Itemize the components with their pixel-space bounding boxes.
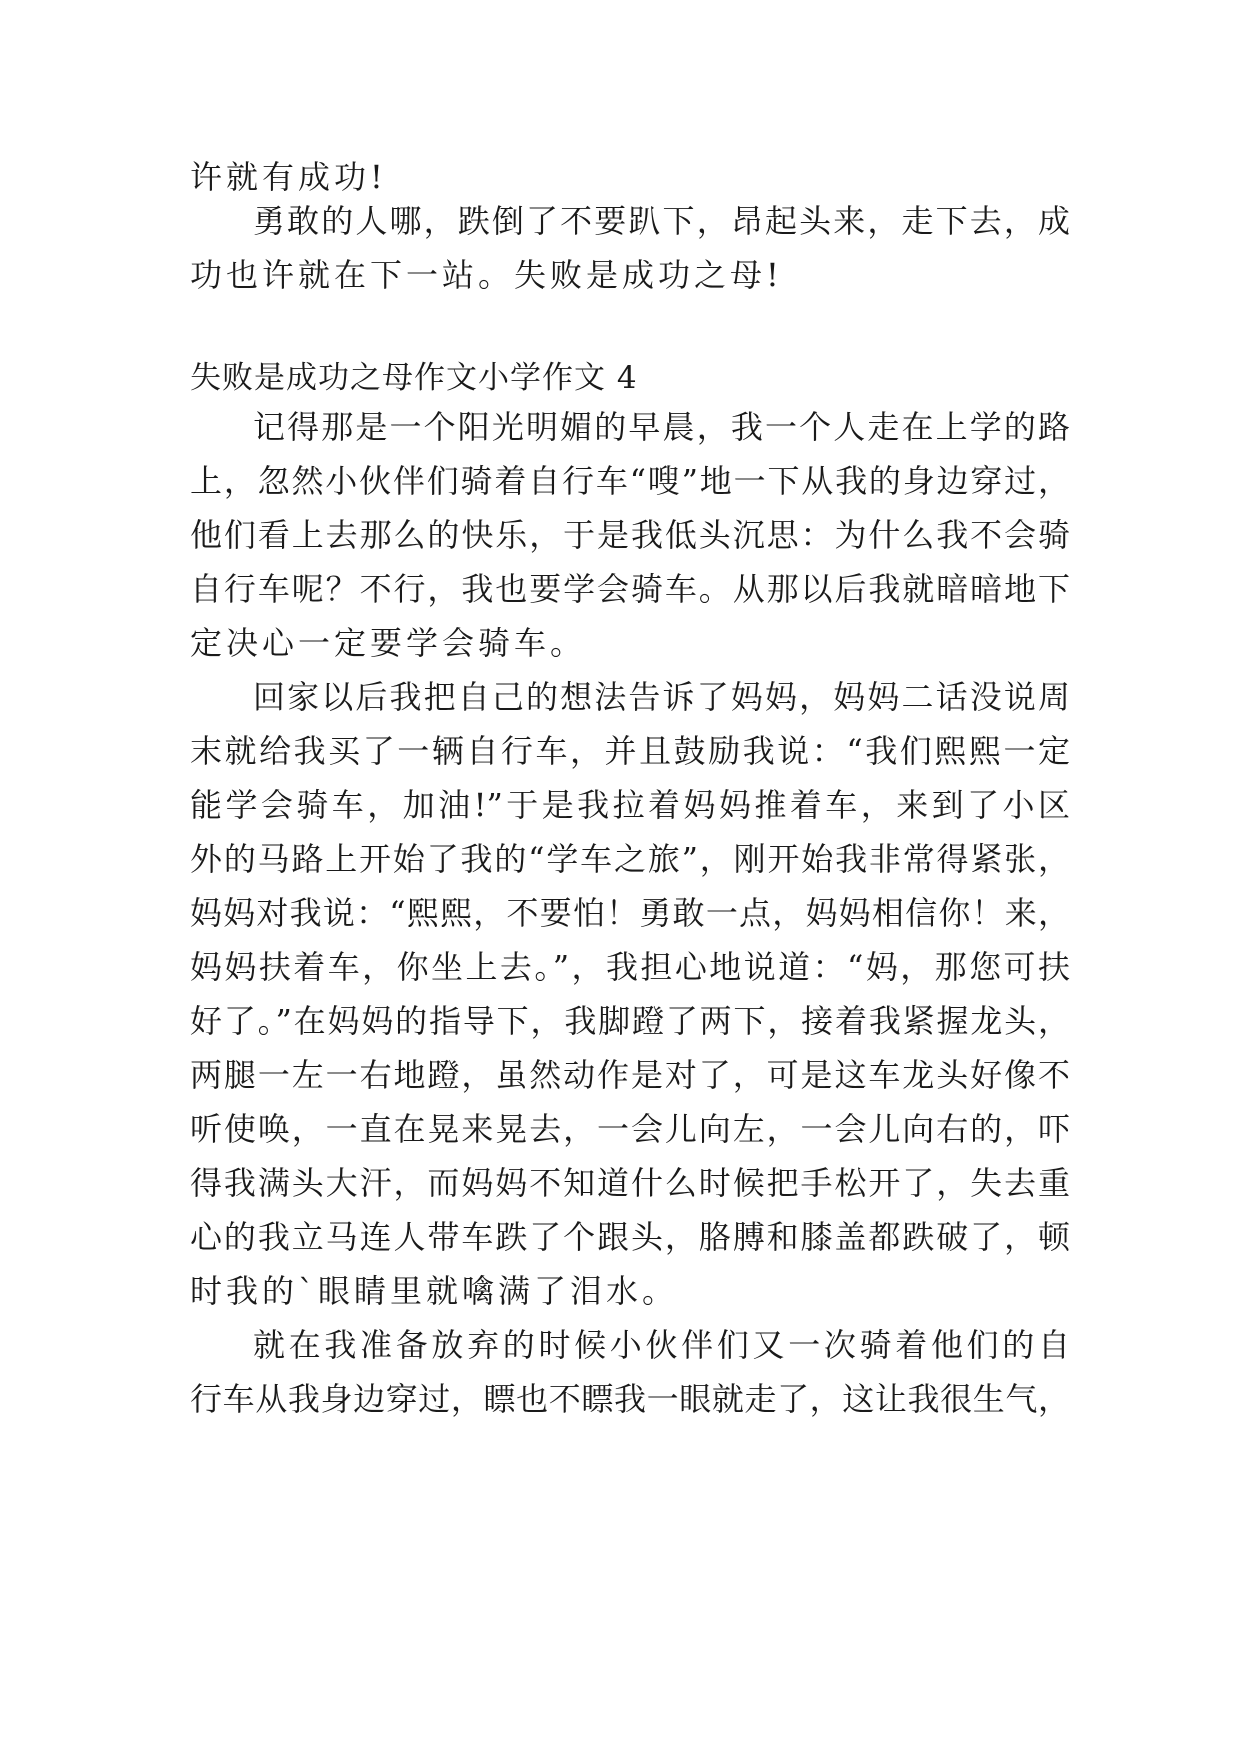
text-line: 自行车呢？不行，我也要学会骑车。从那以后我就暗暗地下 [190,570,1070,608]
text-line: 勇敢的人哪，跌倒了不要趴下，昂起头来，走下去，成 [253,202,1070,240]
text-line: 听使唤，一直在晃来晃去，一会儿向左，一会儿向右的，吓 [190,1110,1070,1148]
text-line: 记得那是一个阳光明媚的早晨，我一个人走在上学的路 [253,408,1070,446]
text-line: 他们看上去那么的快乐，于是我低头沉思：为什么我不会骑 [190,516,1070,554]
text-line: 时我的`眼睛里就噙满了泪水。 [190,1272,679,1310]
text-line: 功也许就在下一站。失败是成功之母! [190,256,783,294]
text-line: 得我满头大汗，而妈妈不知道什么时候把手松开了，失去重 [190,1164,1070,1202]
text-line: 定决心一定要学会骑车。 [190,624,587,662]
text-line: 好了。”在妈妈的指导下，我脚蹬了两下，接着我紧握龙头， [190,1002,1070,1040]
text-line: 能学会骑车，加油!”于是我拉着妈妈推着车，来到了小区 [190,786,1070,824]
text-line: 末就给我买了一辆自行车，并且鼓励我说：“我们熙熙一定 [190,732,1070,770]
text-line: 外的马路上开始了我的“学车之旅”，刚开始我非常得紧张， [190,840,1070,878]
text-line: 上，忽然小伙伴们骑着自行车“嗖”地一下从我的身边穿过， [190,462,1070,500]
text-line: 就在我准备放弃的时候小伙伴们又一次骑着他们的自 [253,1326,1070,1364]
text-line: 回家以后我把自己的想法告诉了妈妈，妈妈二话没说周 [253,678,1070,716]
text-line: 妈妈扶着车，你坐上去。”，我担心地说道：“妈，那您可扶 [190,948,1070,986]
section-heading: 失败是成功之母作文小学作文 4 [190,360,638,396]
text-line: 两腿一左一右地蹬，虽然动作是对了，可是这车龙头好像不 [190,1056,1070,1094]
text-line: 妈妈对我说：“熙熙，不要怕！勇敢一点，妈妈相信你！来， [190,894,1070,932]
text-line: 心的我立马连人带车跌了个跟头，胳膊和膝盖都跌破了，顿 [190,1218,1070,1256]
text-line: 许就有成功! [190,158,387,196]
text-line: 行车从我身边穿过，瞟也不瞟我一眼就走了，这让我很生气， [190,1380,1070,1418]
